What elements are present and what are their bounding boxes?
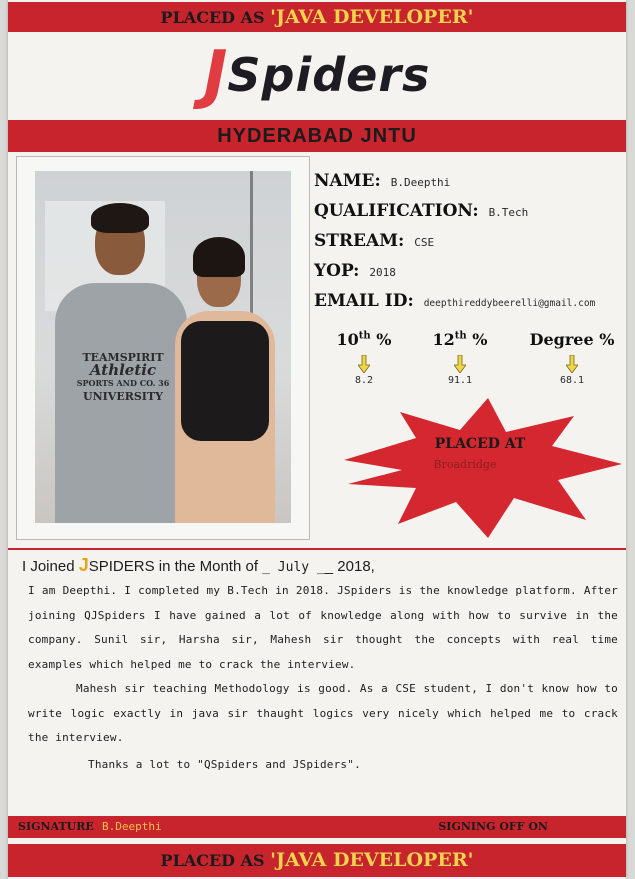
logo-letter-j: J (203, 38, 228, 112)
score-10th (314, 330, 414, 386)
trainer-figure (55, 283, 187, 523)
student-details (314, 166, 624, 316)
section-divider (8, 548, 626, 550)
branch-name: HYDERABAD JNTU (217, 125, 417, 147)
stream-label: STREAM: (314, 231, 405, 251)
yop-value: 2018 (369, 266, 396, 279)
down-arrow-icon (566, 355, 578, 373)
email-label: EMAIL ID: (314, 291, 414, 311)
student-photo-frame (16, 156, 310, 540)
name-row (314, 166, 624, 196)
name-value: B.Deepthi (390, 176, 451, 189)
email-row (314, 286, 624, 316)
joined-month: _ July _ (262, 560, 325, 575)
signing-off-label: SIGNING OFF ON (438, 820, 548, 833)
academic-scores (314, 330, 624, 400)
tshirt-print: TEAMSPIRIT Athletic SPORTS AND CO. 36 UNIVERSITY (76, 351, 170, 403)
testimonial-thanks: Thanks a lot to "QSpiders and JSpiders". (88, 757, 361, 771)
jspiders-logo (8, 38, 626, 116)
score-12th (410, 330, 510, 386)
placement-poster (8, 0, 626, 879)
signature-value: B.Deepthi (102, 820, 162, 833)
stream-value: CSE (414, 236, 435, 249)
qualification-row (314, 196, 624, 226)
email-value: deepthireddybeerelli@gmail.com (423, 298, 596, 309)
score-degree-label: Degree % (529, 330, 615, 349)
logo-word: Spiders (227, 48, 431, 102)
down-arrow-icon (454, 355, 466, 373)
signature-label: SIGNATURE (18, 820, 94, 833)
placed-as-label: PLACED AS (160, 8, 265, 27)
role-title: 'JAVA DEVELOPER' (270, 849, 474, 871)
score-12th-label: 12th % (432, 330, 488, 349)
score-12th-value: 91.1 (447, 375, 473, 386)
testimonial-paragraph-1: I am Deepthi. I completed my B.Tech in 2018. JSpiders is the knowledge platform. After joining QJSpiders I have gained a lot of knowledge along with how to survive in the company. Sunil sir, Harsha sir, Mahesh sir thought the concepts with real time examples which helped me to crack the interview. (28, 584, 618, 671)
yop-row (314, 256, 624, 286)
placed-as-banner-bottom (8, 844, 626, 877)
role-title: 'JAVA DEVELOPER' (270, 6, 474, 28)
testimonial (22, 554, 622, 777)
placed-as-label: PLACED AS (160, 851, 265, 870)
placed-as-banner-top (8, 2, 626, 32)
signature-bar (8, 816, 626, 838)
yop-label: YOP: (314, 261, 360, 281)
score-degree-value: 68.1 (559, 375, 585, 386)
score-degree (522, 330, 622, 386)
qualification-value: B.Tech (488, 206, 529, 219)
branch-banner (8, 120, 626, 152)
placed-at-label: PLACED AT (434, 436, 526, 452)
score-10th-value: 8.2 (354, 375, 374, 386)
qualification-label: QUALIFICATION: (314, 201, 479, 221)
placed-company: Broadridge (433, 458, 497, 471)
testimonial-paragraph-2: Mahesh sir teaching Methodology is good. As a CSE student, I don't know how to write logic exactly in java sir thaught logics very nicely which helped me to crack the interview. (28, 682, 618, 744)
score-10th-label: 10th % (336, 330, 392, 349)
student-photo (35, 171, 291, 523)
name-label: NAME: (314, 171, 381, 191)
stream-row (314, 226, 624, 256)
down-arrow-icon (358, 355, 370, 373)
joined-line: I Joined JSPIDERS in the Month of _ July __ 2018, (22, 555, 375, 575)
